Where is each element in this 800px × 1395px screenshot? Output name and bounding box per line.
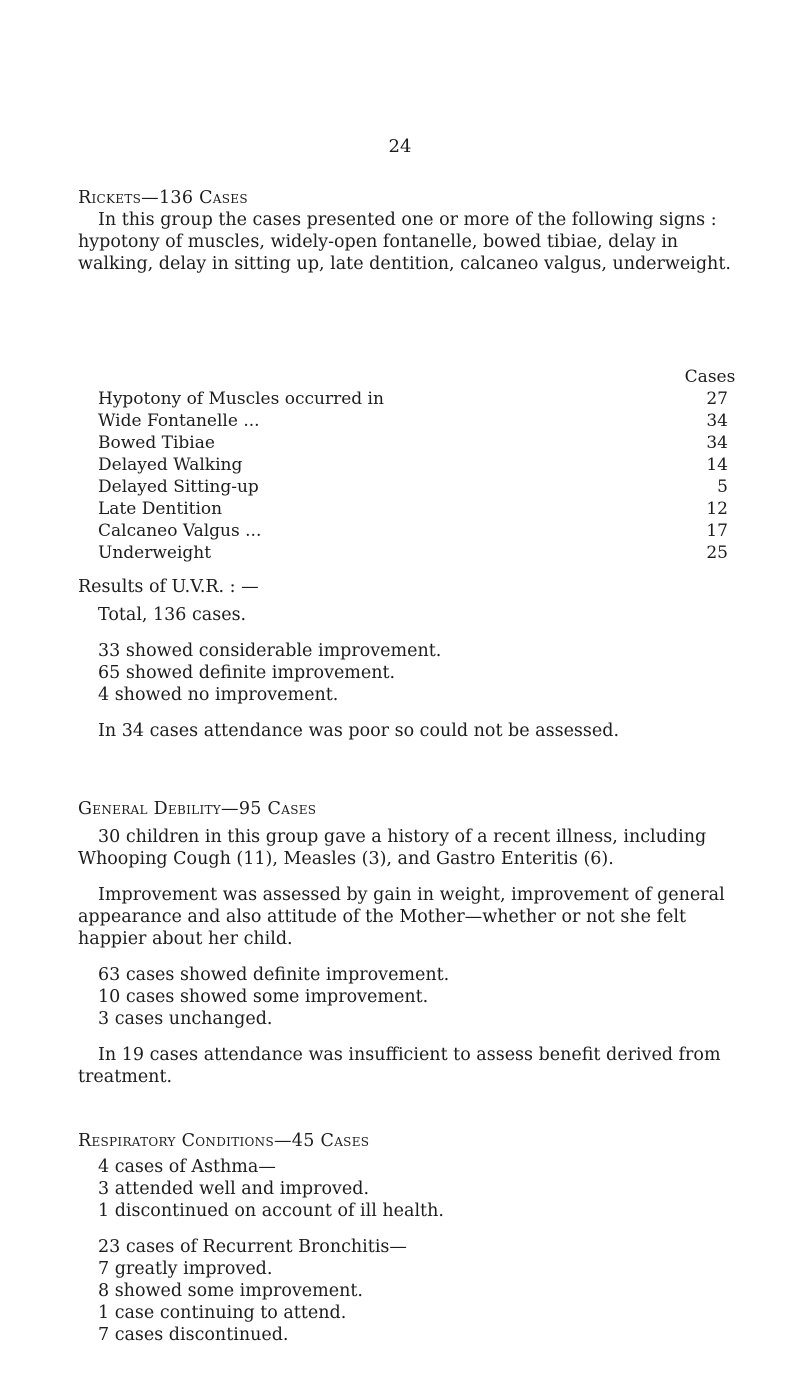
- debility-para-line: Whooping Cough (11), Measles (3), and Gastro Enteritis (6).: [78, 849, 614, 869]
- respiratory-section: [78, 1130, 768, 1346]
- rickets-intro-line: walking, delay in sitting up, late dentition, calcaneo valgus, underweight.: [78, 254, 731, 274]
- respiratory-heading: Respiratory Conditions—45 Cases: [78, 1131, 370, 1151]
- sign-value: 34: [706, 433, 728, 453]
- asthma-line: 3 attended well and improved.: [98, 1179, 370, 1199]
- sign-value: 25: [706, 543, 728, 563]
- outcome-line: 3 cases unchanged.: [98, 1009, 273, 1029]
- debility-para-line: 30 children in this group gave a history of a recent illness, including: [98, 827, 707, 847]
- debility-note-line: In 19 cases attendance was insufficient to assess benefit derived from: [98, 1045, 721, 1065]
- outcome-line: 10 cases showed some improvement.: [98, 987, 429, 1007]
- bronchitis-line: 1 case continuing to attend.: [98, 1303, 347, 1323]
- bronchitis-line: 8 showed some improvement.: [98, 1281, 363, 1301]
- attendance-note: In 34 cases attendance was poor so could not be assessed.: [98, 721, 620, 741]
- rickets-heading: Rickets—136 Cases: [78, 188, 248, 208]
- sign-value: 5: [717, 477, 728, 497]
- rickets-section: [78, 187, 768, 275]
- debility-para-line: appearance and also attitude of the Mother—whether or not she felt: [78, 907, 686, 927]
- asthma-line: 4 cases of Asthma—: [98, 1157, 276, 1177]
- general-debility-section: [78, 798, 768, 1088]
- outcome-line: 63 cases showed definite improvement.: [98, 965, 450, 985]
- rickets-intro-line: In this group the cases presented one or more of the following signs :: [98, 210, 717, 230]
- sign-row: [98, 389, 738, 411]
- results-total: Total, 136 cases.: [98, 605, 247, 625]
- rickets-results: [78, 576, 768, 742]
- sign-label: Hypotony of Muscles occurred in: [98, 389, 384, 409]
- page-number: 24: [388, 136, 412, 157]
- sign-label: Calcaneo Valgus ...: [98, 521, 262, 541]
- outcome-line: 4 showed no improvement.: [98, 685, 339, 705]
- sign-row: [98, 543, 738, 565]
- results-label: Results of U.V.R. : —: [78, 577, 259, 597]
- sign-row: [98, 433, 738, 455]
- bronchitis-line: 7 greatly improved.: [98, 1259, 273, 1279]
- outcome-line: 33 showed considerable improvement.: [98, 641, 442, 661]
- signs-table-header: Cases: [684, 367, 736, 387]
- sign-label: Bowed Tibiae: [98, 433, 215, 453]
- sign-value: 27: [706, 389, 728, 409]
- sign-label: Wide Fontanelle ...: [98, 411, 260, 431]
- sign-row: [98, 411, 738, 433]
- sign-label: Underweight: [98, 543, 212, 563]
- general-debility-heading: General Debility—95 Cases: [78, 799, 317, 819]
- sign-label: Late Dentition: [98, 499, 223, 519]
- outcome-line: 65 showed definite improvement.: [98, 663, 396, 683]
- sign-value: 34: [706, 411, 728, 431]
- sign-value: 14: [706, 455, 728, 475]
- sign-value: 12: [706, 499, 728, 519]
- sign-row: [98, 477, 738, 499]
- sign-row: [98, 499, 738, 521]
- bronchitis-line: 23 cases of Recurrent Bronchitis—: [98, 1237, 407, 1257]
- debility-note-line: treatment.: [78, 1067, 173, 1087]
- sign-row: [98, 455, 738, 477]
- sign-label: Delayed Sitting-up: [98, 477, 259, 497]
- bronchitis-line: 7 cases discontinued.: [98, 1325, 289, 1345]
- sign-label: Delayed Walking: [98, 455, 243, 475]
- rickets-intro-line: hypotony of muscles, widely-open fontanelle, bowed tibiae, delay in: [78, 232, 679, 252]
- debility-para-line: happier about her child.: [78, 929, 293, 949]
- sign-row: [98, 521, 738, 543]
- sign-value: 17: [706, 521, 728, 541]
- debility-para-line: Improvement was assessed by gain in weight, improvement of general: [98, 885, 725, 905]
- asthma-line: 1 discontinued on account of ill health.: [98, 1201, 444, 1221]
